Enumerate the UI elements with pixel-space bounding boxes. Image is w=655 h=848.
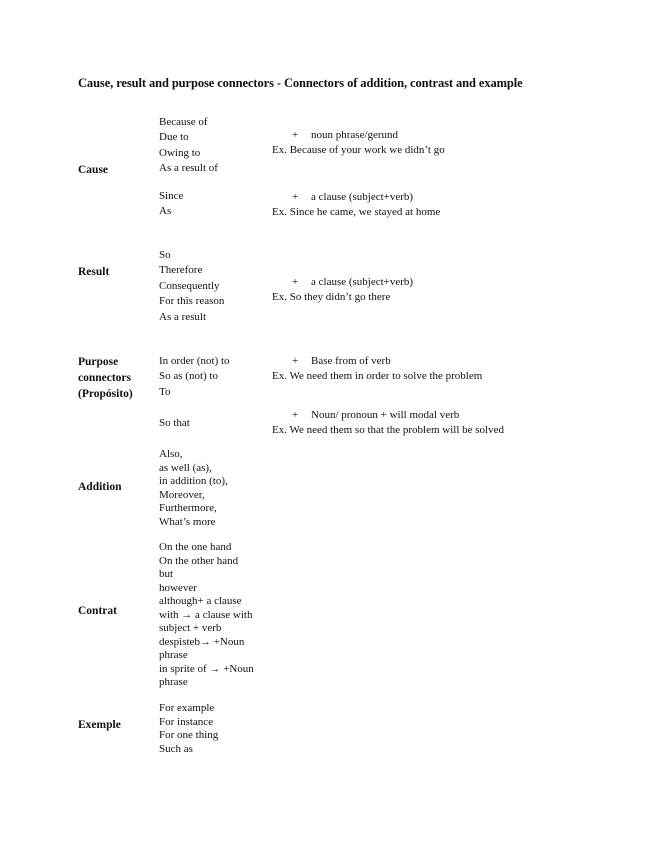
list-item: but [159,568,174,580]
list-item: Owing to [159,146,201,159]
category-purpose: Purpose connectors (Propósito) [78,356,133,400]
list-item: So that [159,417,190,429]
list-item: As [159,205,172,218]
purpose-connectors-group1 [159,354,230,400]
example-connectors [159,702,218,756]
list-item: Since [159,190,184,202]
list-item: however [159,581,197,594]
list-item: Such as [159,742,193,755]
structure-text: noun phrase/gerund [311,129,399,141]
category-result: Result [78,266,110,278]
list-item: phrase [159,676,188,688]
example-sentence: Ex. Because of your work we didn’t go [272,143,445,156]
category-example: Exemple [78,719,121,731]
cause-rule-group2 [272,190,440,219]
category-contrast: Contrat [78,605,117,617]
list-item: What’s more [159,515,216,528]
list-item: as well (as), [159,461,212,474]
list-item: To [159,385,171,398]
example-sentence: Ex. We need them in order to solve the problem [272,369,483,382]
plus-sign: + [292,191,299,203]
list-item: Therefore [159,264,203,277]
list-item: Furthermore, [159,502,217,514]
list-item: Due to [159,131,189,144]
page-title: Cause, result and purpose connectors - Connectors of addition, contrast and example [78,76,523,90]
example-sentence: Ex. So they didn’t go there [272,290,391,303]
plus-sign: + [292,409,299,421]
list-item: in addition (to), [159,475,228,487]
result-rule [272,275,413,304]
list-item: On the other hand [159,554,239,567]
list-item: As a result [159,310,207,323]
example-sentence: Ex. We need them so that the problem will be solved [272,423,504,436]
plus-sign: + [292,129,299,141]
purpose-rule-group2 [272,408,504,437]
list-item: despisteb→ +Noun [159,635,245,648]
cause-connectors-group1 [159,115,218,177]
list-item: So as (not) to [159,370,218,383]
list-item: On the one hand [159,541,232,553]
contrast-connectors [159,541,254,690]
list-item: Also, [159,448,183,460]
purpose-rule-group1 [272,354,482,383]
list-item: Because of [159,116,208,128]
structure-text: Base from of verb [311,355,391,367]
result-connectors [159,248,224,325]
cause-rule-group1 [272,128,445,157]
list-item: So [159,249,171,261]
list-item: Consequently [159,279,220,292]
list-item: with → a clause with [159,608,253,621]
structure-text: a clause (subject+verb) [311,276,414,288]
list-item: For this reason [159,295,225,308]
plus-sign: + [292,276,299,288]
list-item: As a result of [159,162,218,175]
list-item: phrase [159,649,188,661]
list-item: For instance [159,715,214,728]
list-item: in sprite of → +Noun [159,662,254,675]
addition-connectors [159,448,228,529]
purpose-connectors-group2 [159,416,190,431]
plus-sign: + [292,355,299,367]
cause-connectors-group2 [159,189,183,220]
example-sentence: Ex. Since he came, we stayed at home [272,205,441,218]
category-addition: Addition [78,481,122,493]
list-item: Moreover, [159,488,205,501]
structure-text: Noun/ pronoun + will modal verb [311,409,460,421]
list-item: subject + verb [159,622,222,634]
list-item: For example [159,702,215,714]
list-item: although+ a clause [159,595,242,607]
category-cause: Cause [78,164,109,176]
list-item: For one thing [159,729,219,741]
list-item: In order (not) to [159,355,230,367]
structure-text: a clause (subject+verb) [311,191,414,203]
